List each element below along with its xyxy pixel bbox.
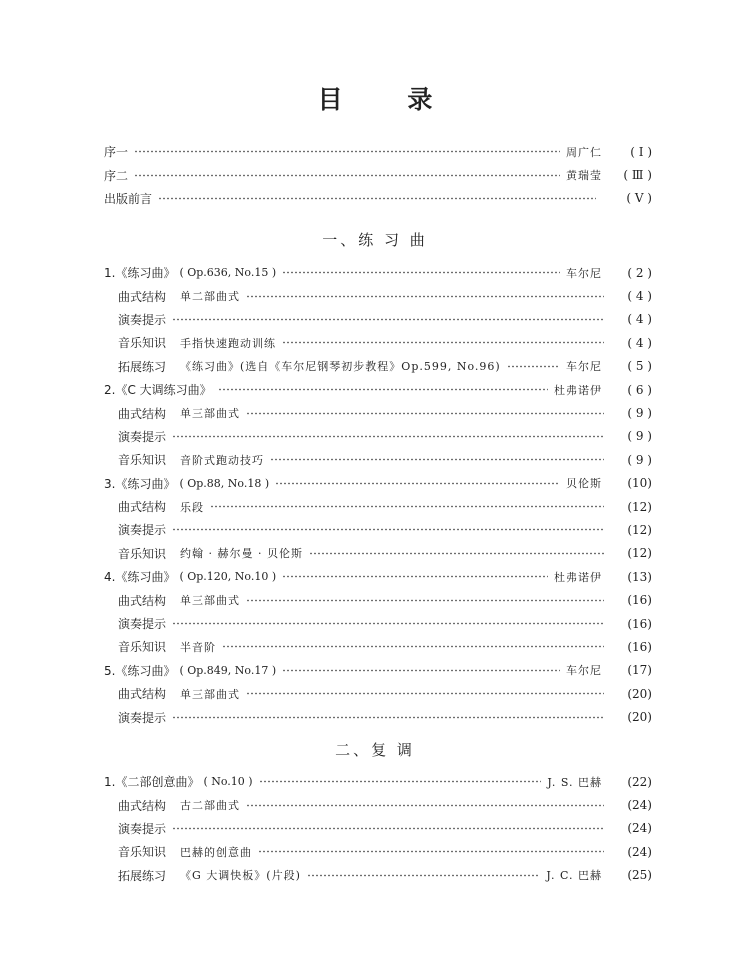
toc-label: 演奏提示 xyxy=(118,312,167,327)
toc-description: ( Op.120, No.10 ) xyxy=(179,570,277,584)
toc-subrow[interactable] xyxy=(104,284,652,307)
leader-dots xyxy=(172,716,604,719)
leader-dots xyxy=(246,412,604,415)
toc-page: (24) xyxy=(627,798,652,813)
toc-page: ( 5 ) xyxy=(627,359,652,374)
leader-dots xyxy=(270,458,604,461)
toc-page: ( Ⅰ ) xyxy=(630,144,652,159)
toc-description: 古二部曲式 xyxy=(180,799,241,813)
toc-row-piece[interactable] xyxy=(104,261,652,284)
leader-dots xyxy=(172,528,604,531)
toc-label: 音乐知识 xyxy=(118,640,167,655)
toc-page: ( 4 ) xyxy=(627,312,652,327)
front-matter-list xyxy=(104,140,652,210)
leader-dots xyxy=(172,622,604,625)
toc-author: J. S. 巴赫 xyxy=(547,775,602,789)
toc-subrow[interactable] xyxy=(104,542,652,565)
toc-label: 拓展练习 xyxy=(118,868,167,883)
leader-dots xyxy=(275,482,560,485)
toc-author: 车尔尼 xyxy=(566,664,602,678)
toc-label: 2.《C 大调练习曲》 xyxy=(104,383,212,398)
toc-page: (24) xyxy=(627,821,652,836)
toc-row-piece[interactable] xyxy=(104,565,652,588)
toc-label: 1.《练习曲》 xyxy=(104,266,176,281)
toc-row-foreword[interactable] xyxy=(104,187,652,210)
section-heading-etudes: 一、练 习 曲 xyxy=(322,231,428,249)
toc-page: (25) xyxy=(627,868,652,883)
leader-dots xyxy=(158,197,596,200)
toc-page: (13) xyxy=(627,569,652,584)
toc-page: (12) xyxy=(627,499,652,514)
toc-page: (10) xyxy=(627,476,652,491)
page-title: 目 录 xyxy=(317,85,461,114)
toc-subrow[interactable] xyxy=(104,331,652,354)
toc-description: 《G 大调快板》(片段) xyxy=(180,869,301,883)
leader-dots xyxy=(246,295,604,298)
toc-description: 手指快速跑动训练 xyxy=(180,336,277,350)
toc-author: 车尔尼 xyxy=(566,360,602,374)
toc-description: 单三部曲式 xyxy=(180,687,241,701)
toc-subrow[interactable] xyxy=(104,817,652,840)
toc-label: 出版前言 xyxy=(104,191,153,206)
leader-dots xyxy=(246,692,604,695)
toc-description: 单三部曲式 xyxy=(180,407,241,421)
toc-page: ( 2 ) xyxy=(627,265,652,280)
toc-label: 音乐知识 xyxy=(118,336,167,351)
toc-description: ( Op.849, No.17 ) xyxy=(179,663,277,677)
toc-page: ( Ⅲ ) xyxy=(623,168,652,183)
toc-author: 贝伦斯 xyxy=(566,477,602,491)
toc-description: ( No.10 ) xyxy=(203,775,253,789)
toc-subrow[interactable] xyxy=(104,425,652,448)
toc-subrow[interactable] xyxy=(104,308,652,331)
toc-label: 演奏提示 xyxy=(118,429,167,444)
toc-description: 乐段 xyxy=(180,500,205,514)
toc-label: 曲式结构 xyxy=(118,289,167,304)
toc-row-preface-2[interactable] xyxy=(104,163,652,186)
toc-page: (16) xyxy=(627,593,652,608)
toc-label: 序一 xyxy=(104,145,129,160)
toc-subrow[interactable] xyxy=(104,793,652,816)
leader-dots xyxy=(210,505,604,508)
toc-subrow[interactable] xyxy=(104,864,652,887)
toc-label: 音乐知识 xyxy=(118,845,167,860)
toc-label: 曲式结构 xyxy=(118,798,167,813)
toc-page: (12) xyxy=(627,546,652,561)
toc-subrow[interactable] xyxy=(104,635,652,658)
toc-label: 演奏提示 xyxy=(118,710,167,725)
section-polyphony-list xyxy=(104,770,652,887)
toc-author: 车尔尼 xyxy=(566,266,602,280)
toc-subrow[interactable] xyxy=(104,448,652,471)
leader-dots xyxy=(258,850,604,853)
toc-label: 演奏提示 xyxy=(118,821,167,836)
toc-label: 演奏提示 xyxy=(118,617,167,632)
toc-row-piece[interactable] xyxy=(104,378,652,401)
toc-description: 《练习曲》(选自《车尔尼钢琴初步教程》Op.599, No.96) xyxy=(180,360,501,374)
toc-label: 曲式结构 xyxy=(118,687,167,702)
toc-description: ( Op.88, No.18 ) xyxy=(179,476,270,490)
leader-dots xyxy=(246,804,604,807)
toc-label: 5.《练习曲》 xyxy=(104,663,176,678)
leader-dots xyxy=(172,827,604,830)
toc-author: 杜弗诺伊 xyxy=(554,383,602,397)
leader-dots xyxy=(282,575,548,578)
toc-subrow[interactable] xyxy=(104,705,652,728)
toc-page: (17) xyxy=(627,663,652,678)
toc-label: 序二 xyxy=(104,168,129,183)
toc-description: 约翰 · 赫尔曼 · 贝伦斯 xyxy=(180,547,303,561)
toc-row-preface-1[interactable] xyxy=(104,140,652,163)
toc-subrow[interactable] xyxy=(104,682,652,705)
toc-row-piece[interactable] xyxy=(104,472,652,495)
toc-page: (16) xyxy=(627,616,652,631)
toc-description: 音阶式跑动技巧 xyxy=(180,453,265,467)
toc-subrow[interactable] xyxy=(104,401,652,424)
toc-subrow[interactable] xyxy=(104,518,652,541)
toc-page: ( 4 ) xyxy=(627,289,652,304)
toc-page: ( Ⅴ ) xyxy=(626,191,652,206)
leader-dots xyxy=(309,552,604,555)
toc-page: ( 9 ) xyxy=(627,406,652,421)
toc-page: (12) xyxy=(627,522,652,537)
toc-subrow[interactable] xyxy=(104,612,652,635)
section-etudes-list xyxy=(104,261,652,729)
toc-author: 周广仁 xyxy=(566,145,602,159)
toc-row-piece[interactable] xyxy=(104,659,652,682)
leader-dots xyxy=(134,174,560,177)
leader-dots xyxy=(507,365,560,368)
toc-page: (16) xyxy=(627,639,652,654)
toc-page: ( 9 ) xyxy=(627,452,652,467)
toc-label: 拓展练习 xyxy=(118,359,167,374)
toc-author: 杜弗诺伊 xyxy=(554,570,602,584)
toc-page: (22) xyxy=(627,774,652,789)
toc-page: (20) xyxy=(627,710,652,725)
leader-dots xyxy=(259,780,542,783)
leader-dots xyxy=(307,874,541,877)
toc-label: 音乐知识 xyxy=(118,546,167,561)
toc-page: ( 4 ) xyxy=(627,335,652,350)
toc-description: 单三部曲式 xyxy=(180,594,241,608)
leader-dots xyxy=(282,271,560,274)
toc-page: ( 6 ) xyxy=(627,382,652,397)
toc-subrow[interactable] xyxy=(104,840,652,863)
leader-dots xyxy=(172,435,604,438)
toc-label: 曲式结构 xyxy=(118,406,167,421)
toc-page: ( 9 ) xyxy=(627,429,652,444)
leader-dots xyxy=(222,645,604,648)
toc-page: (20) xyxy=(627,686,652,701)
toc-author: 黄瑞莹 xyxy=(566,169,602,183)
toc-row-piece[interactable] xyxy=(104,770,652,793)
toc-description: 巴赫的创意曲 xyxy=(180,845,253,859)
leader-dots xyxy=(172,318,604,321)
toc-label: 3.《练习曲》 xyxy=(104,476,176,491)
toc-label: 音乐知识 xyxy=(118,453,167,468)
toc-label: 4.《练习曲》 xyxy=(104,570,176,585)
leader-dots xyxy=(282,341,604,344)
toc-page: (24) xyxy=(627,844,652,859)
toc-description: ( Op.636, No.15 ) xyxy=(179,266,277,280)
toc-subrow[interactable] xyxy=(104,588,652,611)
toc-label: 曲式结构 xyxy=(118,500,167,515)
leader-dots xyxy=(246,599,604,602)
toc-label: 曲式结构 xyxy=(118,593,167,608)
toc-subrow[interactable] xyxy=(104,355,652,378)
toc-label: 1.《二部创意曲》 xyxy=(104,775,200,790)
toc-author: J. C. 巴赫 xyxy=(546,869,602,883)
toc-label: 演奏提示 xyxy=(118,523,167,538)
toc-description: 半音阶 xyxy=(180,640,217,654)
toc-description: 单二部曲式 xyxy=(180,290,241,304)
toc-subrow[interactable] xyxy=(104,495,652,518)
leader-dots xyxy=(134,150,560,153)
section-heading-polyphony: 二、复 调 xyxy=(335,741,415,759)
leader-dots xyxy=(218,388,548,391)
leader-dots xyxy=(282,669,560,672)
